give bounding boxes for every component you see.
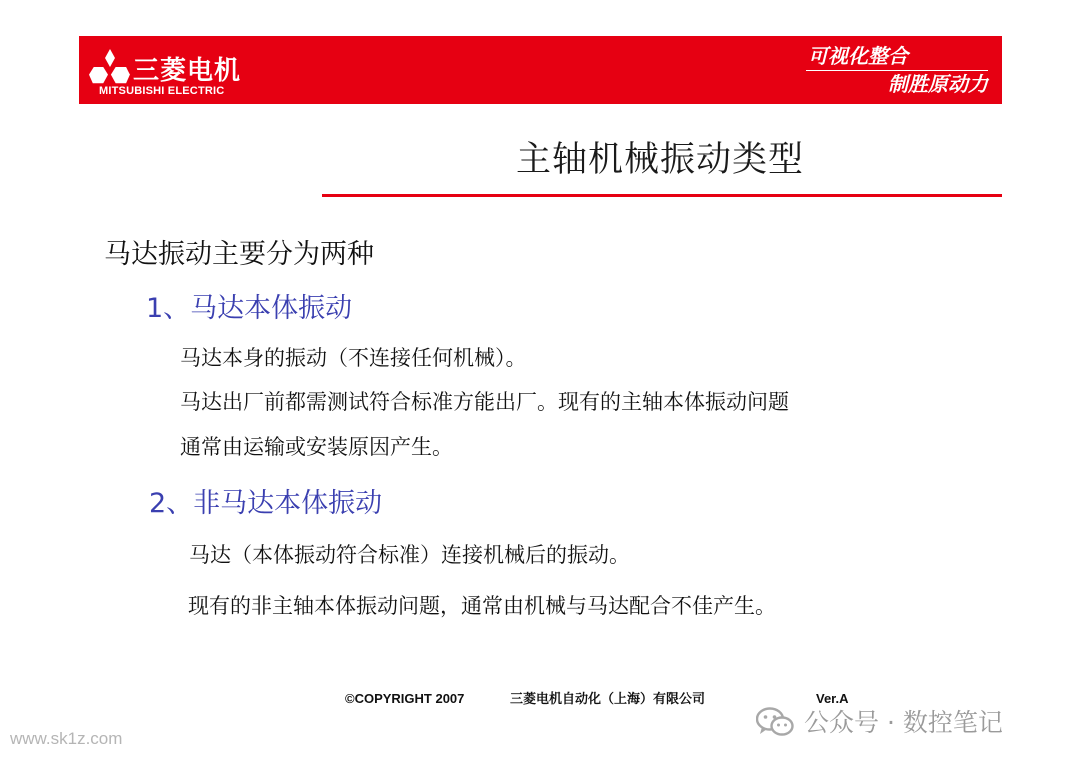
footer-company: 三菱电机自动化（上海）有限公司: [510, 692, 706, 707]
section-1-line: 马达出厂前都需测试符合标准方能出厂。现有的主轴本体振动问题: [180, 390, 789, 414]
title-underline: [322, 194, 1002, 197]
footer-version: Ver.A: [816, 691, 849, 706]
slide-footer: [345, 688, 849, 707]
slogan-divider: [806, 70, 988, 71]
section-1-line: 通常由运输或安装原因产生。: [180, 435, 453, 459]
section-2-line: 现有的非主轴本体振动问题，通常由机械与马达配合不佳产生。: [188, 594, 776, 618]
three-diamonds-icon: [89, 49, 131, 85]
intro-text: 马达振动主要分为两种: [104, 239, 374, 270]
site-watermark: www.sk1z.com: [10, 729, 123, 748]
header-banner: [79, 36, 1002, 104]
mitsubishi-logo: [87, 44, 247, 100]
wechat-icon: [756, 707, 794, 737]
logo-chinese-name: 三菱电机: [133, 56, 242, 86]
slogan-line-1: 可视化整合: [808, 44, 908, 68]
section-1-heading: 1、马达本体振动: [146, 293, 353, 324]
section-2-line: 马达（本体振动符合标准）连接机械后的振动。: [189, 543, 630, 567]
logo-english-name: MITSUBISHI ELECTRIC: [99, 85, 225, 97]
section-2-heading: 2、非马达本体振动: [149, 488, 383, 519]
account-watermark-text: 公众号 · 数控笔记: [804, 708, 1003, 737]
footer-copyright: ©COPYRIGHT 2007: [345, 691, 465, 706]
slogan-line-2: 制胜原动力: [888, 72, 988, 96]
section-1-line: 马达本身的振动（不连接任何机械）。: [180, 346, 527, 370]
slide-title: 主轴机械振动类型: [516, 140, 805, 180]
